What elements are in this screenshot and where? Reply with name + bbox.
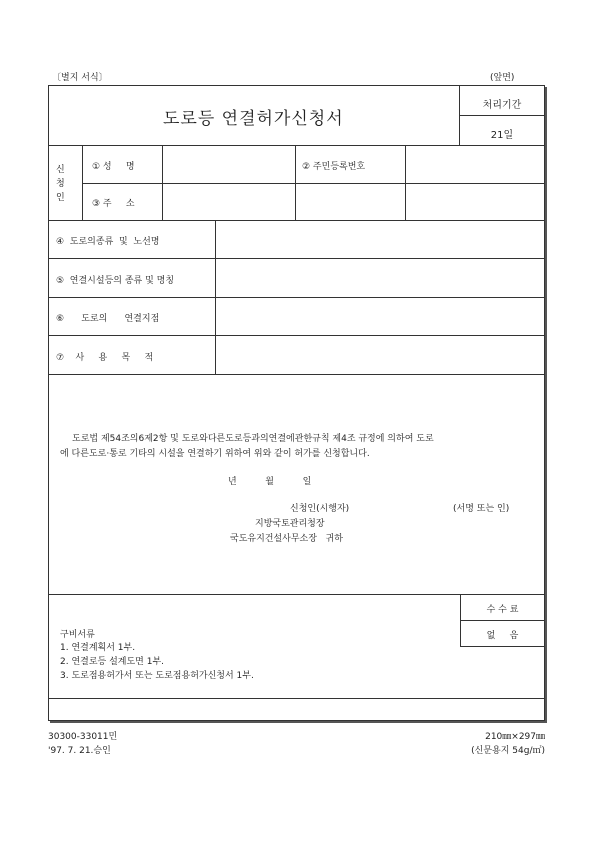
divider [460,620,545,621]
divider [48,594,545,595]
address-label: ③ 주 소 [92,199,135,209]
facility-type-label: ⑤ 연결시설등의 종류 및 명칭 [56,276,175,286]
approval-date: '97. 7. 21.승인 [48,746,111,756]
divider [48,698,545,699]
applicant-char: 청 [56,179,65,189]
connection-point-field[interactable] [216,298,544,334]
processing-period-label: 처리기간 [482,100,522,111]
document-item: 2. 연결로등 설계도면 1부. [60,657,165,667]
statement-line-2: 에 다른도로·통로 기타의 시설을 연결하기 위하여 위와 같이 허가를 신청합니다. [60,449,370,459]
required-documents-list [60,641,254,683]
paper-type: (신문용지 54g/㎡) [471,746,545,756]
fee-value: 없 음 [486,631,519,641]
paper-size: 210㎜×297㎜ [485,732,545,742]
required-documents-title: 구비서류 [60,630,95,640]
applicant-group-label [56,163,65,205]
road-type-label: ④ 도로의종류 및 노선명 [56,237,160,247]
applicant-char: 신 [56,165,65,175]
date-line: 년 월 일 [228,477,312,487]
applicant-char: 인 [56,193,65,203]
purpose-label: ⑦ 사 용 목 적 [56,353,154,363]
facility-type-field[interactable] [216,259,544,296]
processing-period-value: 21일 [490,130,514,141]
purpose-field[interactable] [216,336,544,373]
statement-line-1: 도로법 제54조의6제2항 및 도로와다른도로등과의연결에관한규칙 제4조 규정에 의하여 도로 [72,434,434,444]
recipient-line-1: 지방국토관리청장 [255,519,325,529]
page-side-label: (앞면) [490,73,515,83]
name-label: ① 성 명 [92,162,135,172]
form-code: 30300-33011민 [48,732,118,742]
resident-number-label: ② 주민등록번호 [302,162,366,172]
form-title: 도로등 연결허가신청서 [163,109,344,129]
road-type-field[interactable] [216,221,544,257]
connection-point-label: ⑥ 도로의 연결지점 [56,314,160,324]
applicant-signer-label: 신청인(시행자) [290,504,350,514]
signature-label: (서명 또는 인) [453,504,510,514]
fee-label: 수 수 료 [486,605,519,615]
address-field[interactable] [163,184,544,219]
resident-number-field[interactable] [406,146,544,182]
divider [48,374,545,375]
divider [460,646,545,647]
form-type-label: 〔별지 서식〕 [52,73,108,83]
name-field[interactable] [163,146,294,182]
document-item: 3. 도로점용허가서 또는 도로점용허가신청서 1부. [60,671,254,681]
divider [459,115,545,116]
recipient-line-2: 국도유지건설사무소장 귀하 [230,534,343,544]
document-item: 1. 연결계획서 1부. [60,643,136,653]
